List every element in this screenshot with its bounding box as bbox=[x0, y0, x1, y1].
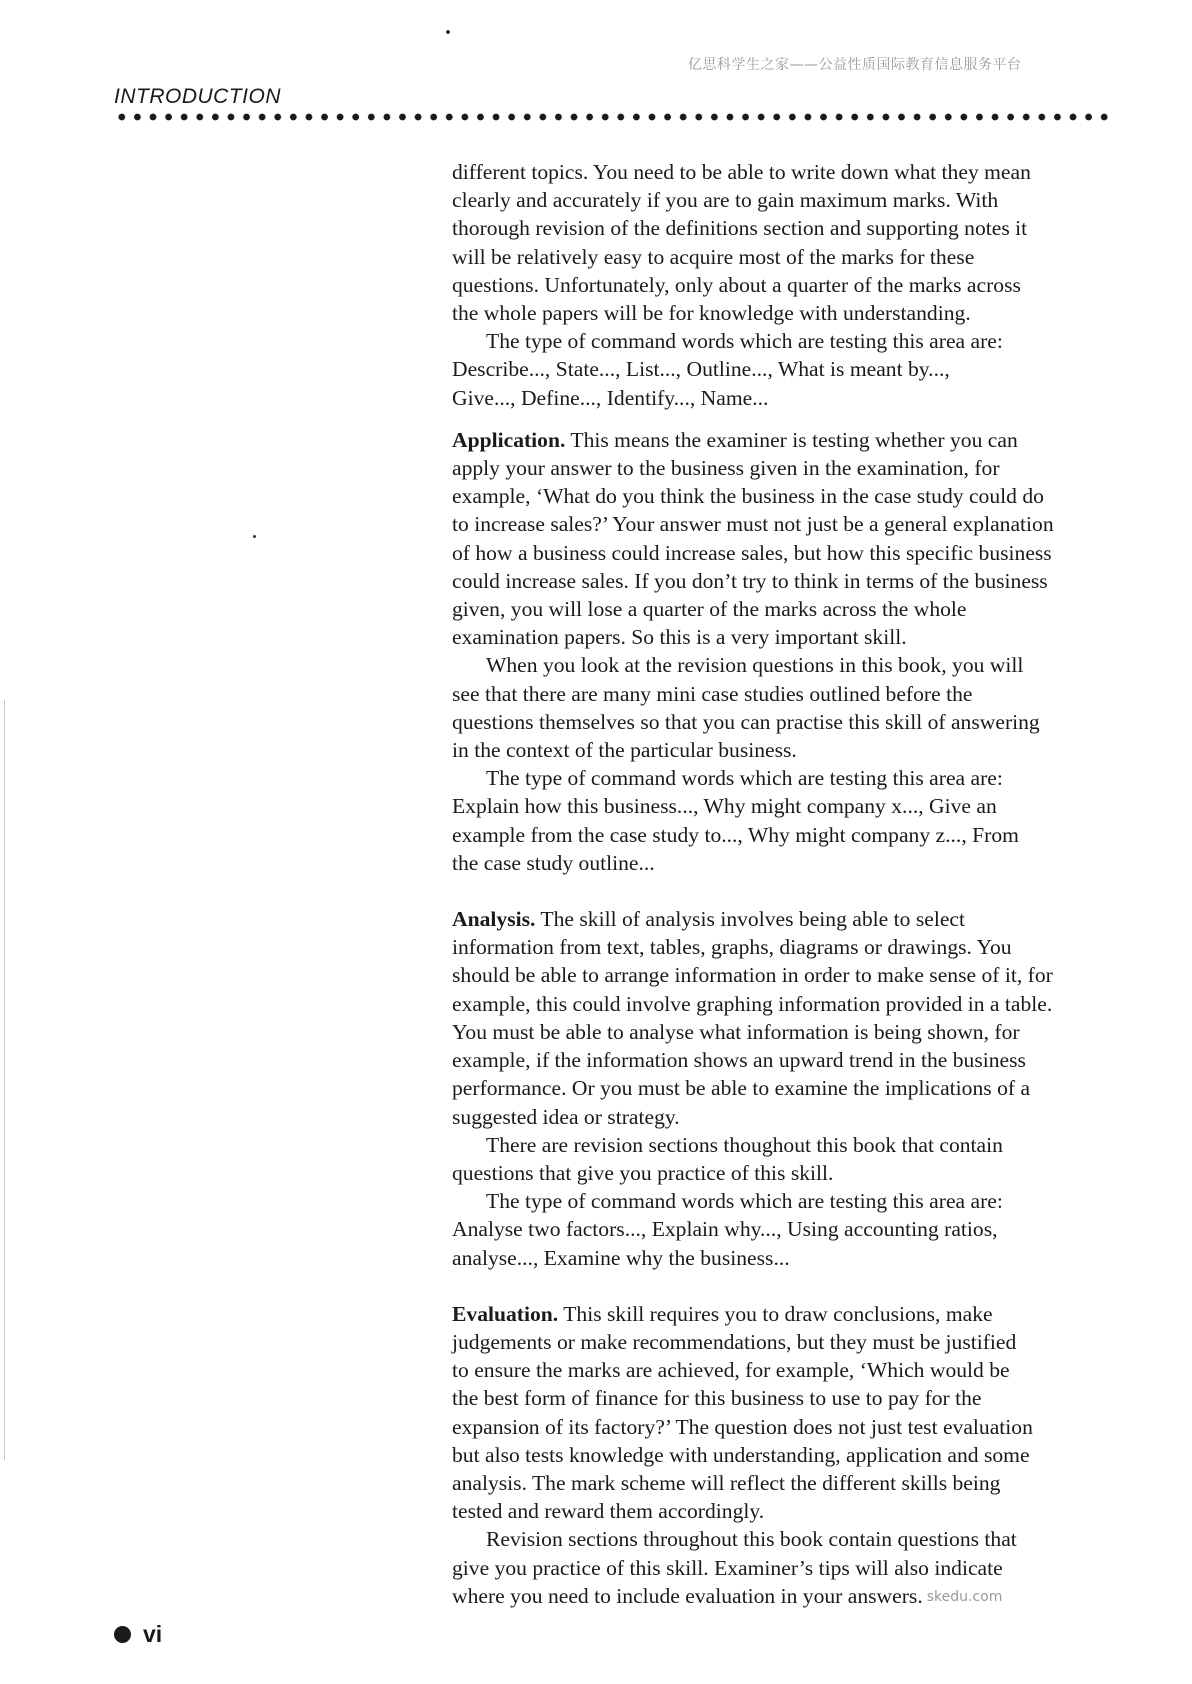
text-line: tested and reward them accordingly. bbox=[452, 1499, 765, 1524]
text-line: but also tests knowledge with understanding, application and some bbox=[452, 1442, 1030, 1467]
header-watermark: 亿思科学生之家——公益性质国际教育信息服务平台 bbox=[688, 57, 1022, 73]
last-text-line bbox=[452, 1582, 1117, 1611]
analysis-heading: Analysis. bbox=[452, 907, 536, 932]
scan-speck bbox=[253, 535, 256, 538]
paragraph-gap bbox=[452, 412, 1117, 426]
text-line: analyse..., Examine why the business... bbox=[452, 1245, 790, 1270]
text-line: the whole papers will be for knowledge with understanding. bbox=[452, 301, 971, 326]
scan-speck bbox=[446, 30, 450, 34]
bullet-icon bbox=[114, 1626, 131, 1643]
text-line: There are revision sections thoughout this book that contain bbox=[486, 1132, 1003, 1157]
text-line: of how a business could increase sales, but how this specific business bbox=[452, 540, 1052, 565]
text-line: give you practice of this skill. Examiner’s tips will also indicate bbox=[452, 1555, 1003, 1580]
text-line: questions that give you practice of this skill. bbox=[452, 1160, 834, 1185]
text-line: analysis. The mark scheme will reflect the different skills being bbox=[452, 1470, 1001, 1495]
text-line: Explain how this business..., Why might company x..., Give an bbox=[452, 794, 997, 819]
evaluation-first-line bbox=[452, 1300, 1117, 1328]
scan-edge-line bbox=[4, 700, 5, 1460]
text-line: the best form of finance for this business to use to pay for the bbox=[452, 1386, 982, 1411]
text-line: Describe..., State..., List..., Outline..., What is meant by..., bbox=[452, 357, 950, 382]
text-line: example, if the information shows an upward trend in the business bbox=[452, 1048, 1026, 1073]
text-line: information from text, tables, graphs, diagrams or drawings. You bbox=[452, 935, 1012, 960]
body-text bbox=[452, 158, 1117, 1611]
page-number: vi bbox=[143, 1620, 163, 1647]
text-line: Analyse two factors..., Explain why..., Using accounting ratios, bbox=[452, 1217, 998, 1242]
text-line: the case study outline... bbox=[452, 850, 655, 875]
text-line: judgements or make recommendations, but they must be justified bbox=[452, 1329, 1017, 1354]
text-line: apply your answer to the business given in the examination, for bbox=[452, 456, 1000, 481]
text-line: questions themselves so that you can practise this skill of answering bbox=[452, 709, 1040, 734]
text-line: different topics. You need to be able to write down what they mean bbox=[452, 160, 1031, 184]
text-line: in the context of the particular business. bbox=[452, 738, 797, 763]
paragraph-gap bbox=[452, 1272, 1117, 1300]
text-run: The skill of analysis involves being able to select bbox=[535, 907, 965, 932]
page-folio bbox=[114, 1621, 162, 1647]
text-line: to ensure the marks are achieved, for example, ‘Which would be bbox=[452, 1358, 1010, 1383]
text-line: The type of command words which are testing this area are: bbox=[486, 329, 1003, 354]
dotted-rule bbox=[114, 112, 1114, 122]
text-line: clearly and accurately if you are to gain maximum marks. With bbox=[452, 188, 999, 213]
text-line: The type of command words which are testing this area are: bbox=[486, 766, 1003, 791]
text-run: This skill requires you to draw conclusions, make bbox=[558, 1301, 993, 1326]
text-line: expansion of its factory?’ The question does not just test evaluation bbox=[452, 1414, 1033, 1439]
text-line: example, this could involve graphing information provided in a table. bbox=[452, 991, 1053, 1016]
footer-watermark: skedu.com bbox=[926, 1588, 1003, 1605]
text-line: to increase sales?’ Your answer must not just be a general explanation bbox=[452, 512, 1054, 537]
text-line: thorough revision of the definitions section and supporting notes it bbox=[452, 216, 1028, 241]
application-first-line bbox=[452, 426, 1117, 454]
text-line: You must be able to analyse what information is being shown, for bbox=[452, 1019, 1020, 1044]
text-line: Revision sections throughout this book contain questions that bbox=[486, 1527, 1017, 1552]
text-line: examination papers. So this is a very important skill. bbox=[452, 625, 907, 650]
text-run: This means the examiner is testing whether you can bbox=[565, 427, 1018, 452]
paragraph-gap bbox=[452, 877, 1117, 905]
text-line: could increase sales. If you don’t try to think in terms of the business bbox=[452, 568, 1048, 593]
text-line: will be relatively easy to acquire most of the marks for these bbox=[452, 244, 975, 269]
text-line: example, ‘What do you think the business in the case study could do bbox=[452, 484, 1044, 509]
text-run: where you need to include evaluation in your answers. bbox=[452, 1583, 923, 1608]
analysis-first-line bbox=[452, 905, 1117, 933]
text-line: see that there are many mini case studies outlined before the bbox=[452, 681, 973, 706]
text-line: example from the case study to..., Why might company z..., From bbox=[452, 822, 1019, 847]
evaluation-heading: Evaluation. bbox=[452, 1301, 559, 1326]
text-line: suggested idea or strategy. bbox=[452, 1104, 680, 1129]
text-line: given, you will lose a quarter of the marks across the whole bbox=[452, 597, 967, 622]
text-line: Give..., Define..., Identify..., Name... bbox=[452, 385, 769, 410]
application-heading: Application. bbox=[452, 427, 566, 452]
text-line: should be able to arrange information in order to make sense of it, for bbox=[452, 963, 1053, 988]
text-line: When you look at the revision questions in this book, you will bbox=[486, 653, 1024, 678]
text-line: questions. Unfortunately, only about a quarter of the marks across bbox=[452, 272, 1021, 297]
text-line: performance. Or you must be able to examine the implications of a bbox=[452, 1076, 1031, 1101]
running-head: INTRODUCTION bbox=[114, 85, 281, 108]
text-line: The type of command words which are testing this area are: bbox=[486, 1189, 1003, 1214]
